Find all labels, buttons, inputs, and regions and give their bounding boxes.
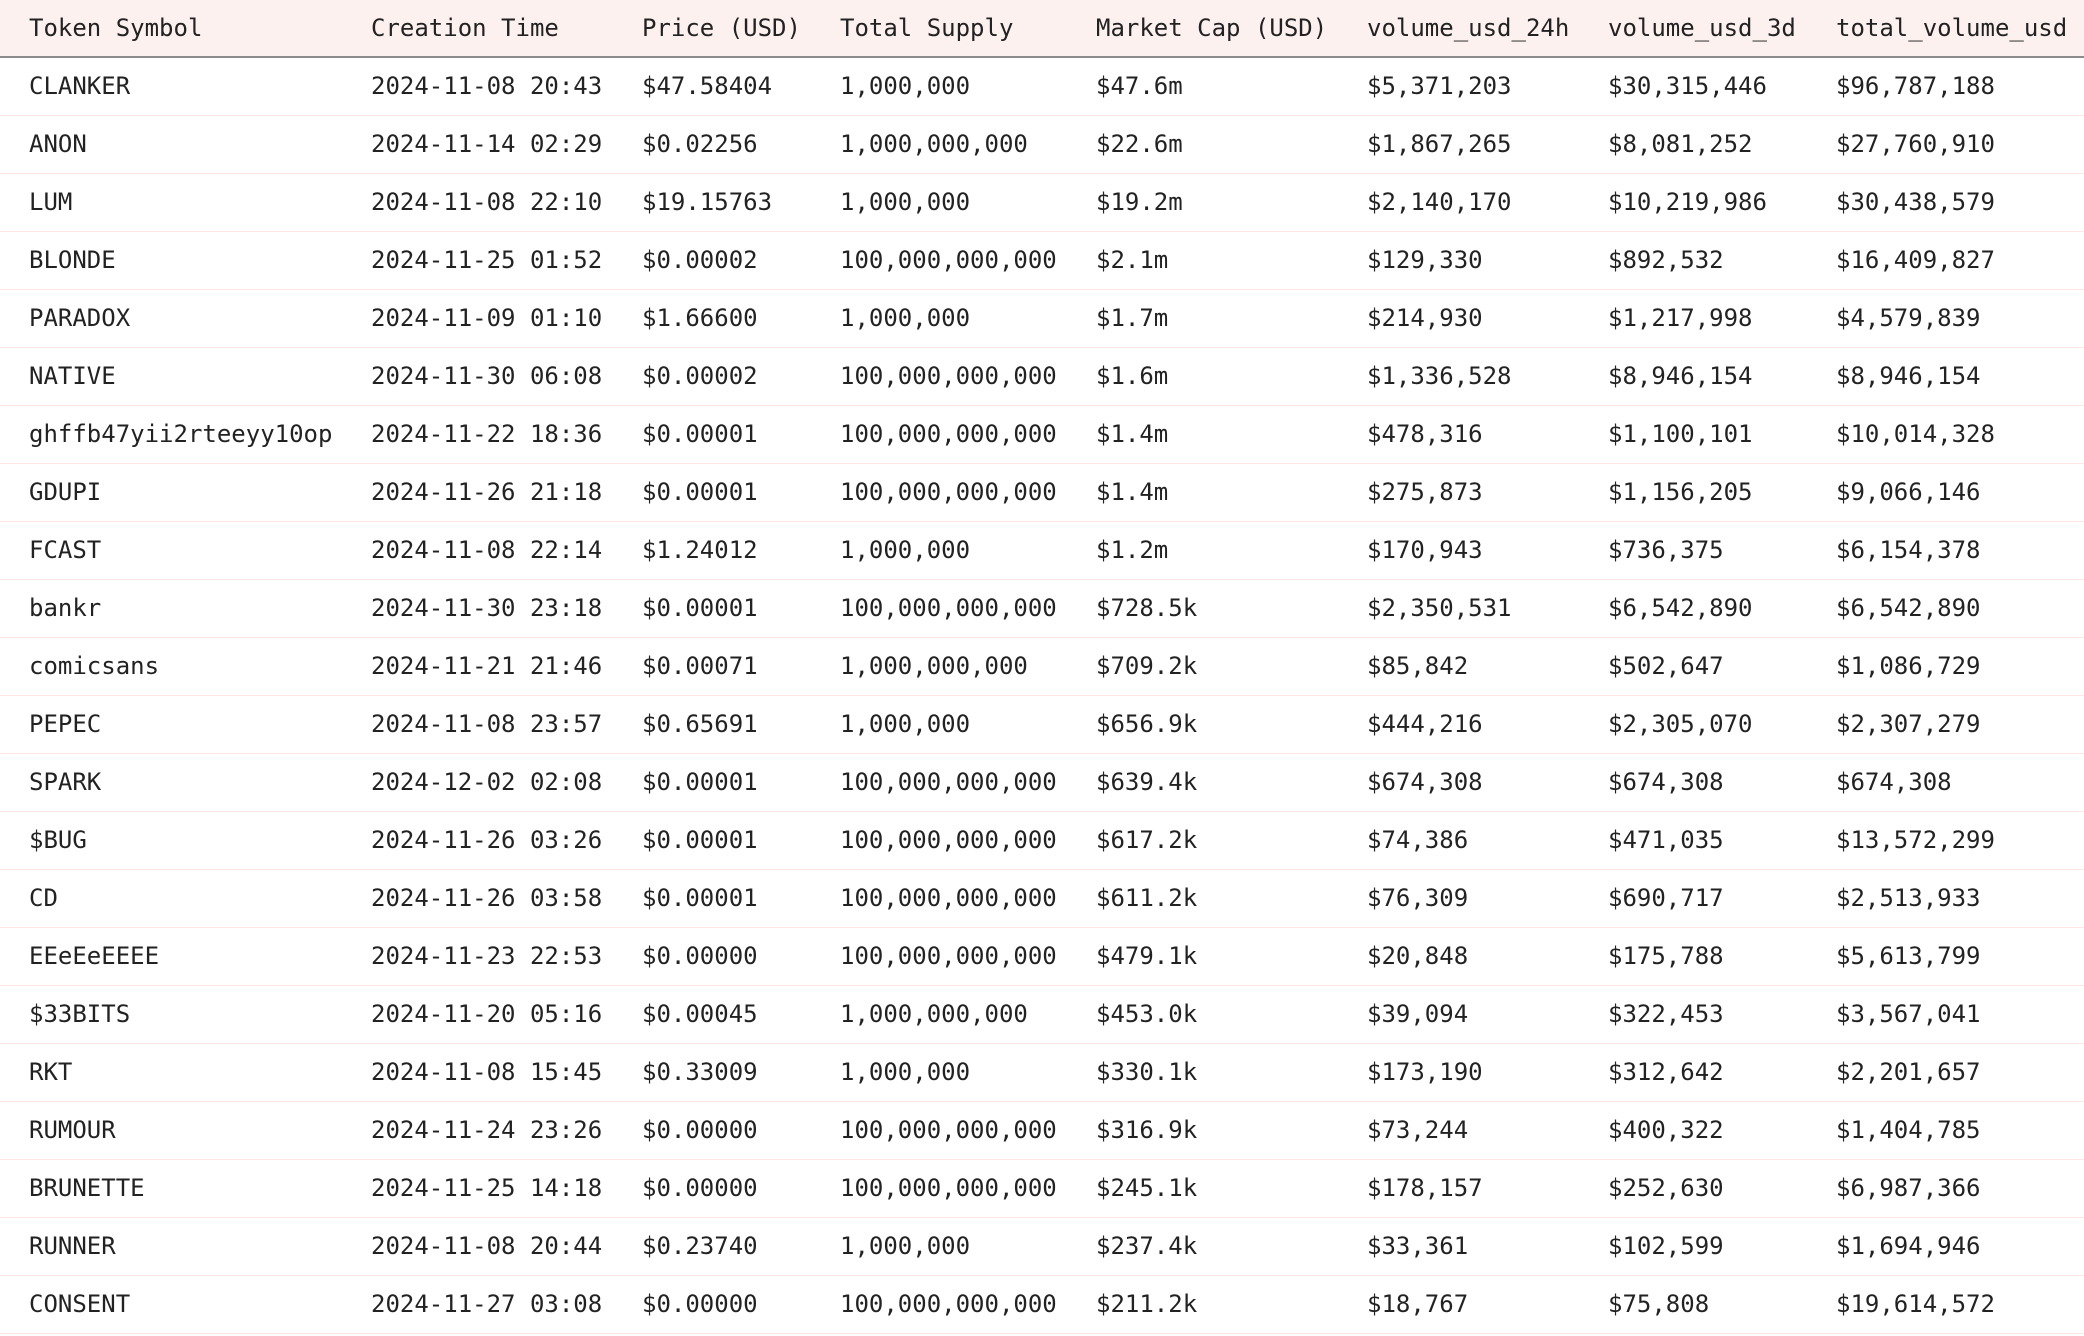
table-row[interactable] <box>0 1043 2084 1101</box>
market-cap-cell: $47.6m <box>1096 72 1183 101</box>
table-header <box>0 0 2084 57</box>
volume-3d-cell: $1,156,205 <box>1608 478 1753 506</box>
table-row[interactable] <box>0 1159 2084 1217</box>
total-volume-cell: $2,307,279 <box>1836 710 1981 738</box>
volume-3d-cell: $8,946,154 <box>1608 362 1753 390</box>
table-row[interactable] <box>0 869 2084 927</box>
token-symbol-cell: CD <box>29 884 58 912</box>
price-cell: $0.00000 <box>642 1116 758 1144</box>
token-symbol-cell: LUM <box>29 188 73 216</box>
price-cell: $0.00001 <box>642 826 758 854</box>
table-row[interactable] <box>0 463 2084 521</box>
total-supply-cell: 1,000,000 <box>840 1232 971 1260</box>
table-row[interactable] <box>0 579 2084 637</box>
table-row[interactable] <box>0 231 2084 289</box>
volume-24h-cell: $1,336,528 <box>1367 362 1512 390</box>
market-cap-cell: $19.2m <box>1096 188 1183 216</box>
volume-24h-cell: $674,308 <box>1367 768 1483 796</box>
price-cell: $0.00001 <box>642 884 758 912</box>
price-cell: $0.00001 <box>642 768 758 796</box>
total-supply-cell: 100,000,000,000 <box>840 478 1057 506</box>
volume-3d-cell: $6,542,890 <box>1608 594 1753 622</box>
creation-time-cell: 2024-11-30 06:08 <box>371 362 603 390</box>
token-symbol-cell: $33BITS <box>29 1000 131 1028</box>
total-supply-cell: 1,000,000,000 <box>840 652 1028 680</box>
market-cap-cell: $617.2k <box>1096 826 1198 854</box>
market-cap-cell: $611.2k <box>1096 884 1198 912</box>
volume-3d-cell: $10,219,986 <box>1608 188 1767 216</box>
volume-24h-cell: $173,190 <box>1367 1058 1483 1086</box>
market-cap-cell: $245.1k <box>1096 1174 1198 1202</box>
total-supply-cell: 100,000,000,000 <box>840 884 1057 912</box>
total-volume-cell: $16,409,827 <box>1836 246 1995 274</box>
column-header-total-volume-usd[interactable]: total_volume_usd <box>1807 0 2084 57</box>
token-symbol-cell: bankr <box>29 594 102 622</box>
volume-3d-cell: $8,081,252 <box>1608 130 1753 158</box>
total-supply-cell: 100,000,000,000 <box>840 826 1057 854</box>
market-cap-cell: $479.1k <box>1096 942 1198 970</box>
volume-24h-cell: $129,330 <box>1367 246 1483 274</box>
market-cap-cell: $22.6m <box>1096 130 1183 158</box>
creation-time-cell: 2024-11-30 23:18 <box>371 594 603 622</box>
table-row[interactable] <box>0 811 2084 869</box>
table-row[interactable] <box>0 57 2084 115</box>
total-supply-cell: 100,000,000,000 <box>840 362 1057 390</box>
total-supply-cell: 1,000,000 <box>840 304 971 332</box>
market-cap-cell: $639.4k <box>1096 768 1198 796</box>
price-cell: $0.65691 <box>642 710 758 738</box>
market-cap-cell: $211.2k <box>1096 1290 1198 1318</box>
token-symbol-cell: PEPEC <box>29 710 102 738</box>
table-body <box>0 57 2084 1333</box>
column-header-token-symbol[interactable]: Token Symbol <box>0 0 342 57</box>
volume-24h-cell: $444,216 <box>1367 710 1483 738</box>
volume-24h-cell: $1,867,265 <box>1367 130 1512 158</box>
volume-3d-cell: $252,630 <box>1608 1174 1724 1202</box>
price-cell: $0.00045 <box>642 1000 758 1028</box>
volume-24h-cell: $18,767 <box>1367 1290 1469 1318</box>
total-supply-cell: 100,000,000,000 <box>840 594 1057 622</box>
volume-24h-cell: $20,848 <box>1367 942 1469 970</box>
market-cap-cell: $1.4m <box>1096 478 1169 506</box>
volume-3d-cell: $892,532 <box>1608 246 1724 274</box>
creation-time-cell: 2024-11-25 01:52 <box>371 246 603 274</box>
total-volume-cell: $1,404,785 <box>1836 1116 1981 1144</box>
table-row[interactable] <box>0 521 2084 579</box>
volume-3d-cell: $102,599 <box>1608 1232 1724 1260</box>
price-cell: $0.00000 <box>642 1174 758 1202</box>
total-supply-cell: 1,000,000 <box>840 536 971 564</box>
creation-time-cell: 2024-11-08 22:10 <box>371 188 603 216</box>
token-symbol-cell: $BUG <box>29 826 87 854</box>
volume-3d-cell: $502,647 <box>1608 652 1724 680</box>
token-symbol-cell: RUMOUR <box>29 1116 116 1144</box>
creation-time-cell: 2024-12-02 02:08 <box>371 768 603 796</box>
volume-24h-cell: $5,371,203 <box>1367 72 1512 101</box>
volume-3d-cell: $1,217,998 <box>1608 304 1753 332</box>
creation-time-cell: 2024-11-26 03:58 <box>371 884 603 912</box>
price-cell: $0.02256 <box>642 130 758 158</box>
total-volume-cell: $96,787,188 <box>1836 72 1995 101</box>
price-cell: $1.66600 <box>642 304 758 332</box>
creation-time-cell: 2024-11-08 23:57 <box>371 710 603 738</box>
volume-3d-cell: $312,642 <box>1608 1058 1724 1086</box>
creation-time-cell: 2024-11-21 21:46 <box>371 652 603 680</box>
table-row[interactable] <box>0 637 2084 695</box>
volume-24h-cell: $73,244 <box>1367 1116 1469 1144</box>
total-volume-cell: $13,572,299 <box>1836 826 1995 854</box>
price-cell: $0.00000 <box>642 942 758 970</box>
volume-3d-cell: $30,315,446 <box>1608 72 1767 101</box>
total-volume-cell: $27,760,910 <box>1836 130 1995 158</box>
table-row[interactable] <box>0 1101 2084 1159</box>
token-symbol-cell: EEeEeEEEE <box>29 942 160 970</box>
market-cap-cell: $1.7m <box>1096 304 1169 332</box>
total-supply-cell: 1,000,000,000 <box>840 1000 1028 1028</box>
total-supply-cell: 100,000,000,000 <box>840 768 1057 796</box>
token-symbol-cell: ghffb47yii2rteeyy10op <box>29 420 333 448</box>
volume-24h-cell: $178,157 <box>1367 1174 1483 1202</box>
table-row[interactable] <box>0 173 2084 231</box>
creation-time-cell: 2024-11-25 14:18 <box>371 1174 603 1202</box>
price-cell: $0.00002 <box>642 362 758 390</box>
volume-24h-cell: $214,930 <box>1367 304 1483 332</box>
volume-3d-cell: $736,375 <box>1608 536 1724 564</box>
volume-24h-cell: $2,140,170 <box>1367 188 1512 216</box>
volume-24h-cell: $39,094 <box>1367 1000 1469 1028</box>
token-symbol-cell: PARADOX <box>29 304 131 332</box>
price-cell: $1.24012 <box>642 536 758 564</box>
token-symbol-cell: CLANKER <box>29 72 131 101</box>
total-supply-cell: 100,000,000,000 <box>840 246 1057 274</box>
volume-3d-cell: $471,035 <box>1608 826 1724 854</box>
total-volume-cell: $3,567,041 <box>1836 1000 1981 1028</box>
volume-3d-cell: $75,808 <box>1608 1290 1710 1318</box>
table-row[interactable] <box>0 927 2084 985</box>
volume-3d-cell: $175,788 <box>1608 942 1724 970</box>
table-row[interactable] <box>0 1275 2084 1333</box>
token-symbol-cell: FCAST <box>29 536 102 564</box>
price-cell: $0.00002 <box>642 246 758 274</box>
table-row[interactable] <box>0 405 2084 463</box>
volume-24h-cell: $478,316 <box>1367 420 1483 448</box>
total-volume-cell: $6,542,890 <box>1836 594 1981 622</box>
price-cell: $0.00001 <box>642 478 758 506</box>
total-supply-cell: 1,000,000,000 <box>840 130 1028 158</box>
volume-24h-cell: $33,361 <box>1367 1232 1469 1260</box>
table-row[interactable] <box>0 289 2084 347</box>
total-volume-cell: $6,987,366 <box>1836 1174 1981 1202</box>
market-cap-cell: $1.6m <box>1096 362 1169 390</box>
token-symbol-cell: RUNNER <box>29 1232 116 1260</box>
token-symbol-cell: CONSENT <box>29 1290 131 1318</box>
total-volume-cell: $2,201,657 <box>1836 1058 1981 1086</box>
market-cap-cell: $2.1m <box>1096 246 1169 274</box>
creation-time-cell: 2024-11-23 22:53 <box>371 942 603 970</box>
volume-3d-cell: $322,453 <box>1608 1000 1724 1028</box>
token-symbol-cell: BRUNETTE <box>29 1174 145 1202</box>
price-cell: $0.00000 <box>642 1290 758 1318</box>
total-supply-cell: 100,000,000,000 <box>840 1290 1057 1318</box>
table-row[interactable] <box>0 347 2084 405</box>
creation-time-cell: 2024-11-26 03:26 <box>371 826 603 854</box>
total-supply-cell: 100,000,000,000 <box>840 1174 1057 1202</box>
token-symbol-cell: ANON <box>29 130 87 158</box>
total-volume-cell: $6,154,378 <box>1836 536 1981 564</box>
table-row[interactable] <box>0 695 2084 753</box>
market-cap-cell: $1.4m <box>1096 420 1169 448</box>
token-symbol-cell: comicsans <box>29 652 160 680</box>
price-cell: $19.15763 <box>642 188 773 216</box>
token-symbol-cell: NATIVE <box>29 362 116 390</box>
total-volume-cell: $19,614,572 <box>1836 1290 1995 1318</box>
column-header-volume-usd-24h[interactable]: volume_usd_24h <box>1338 0 1579 57</box>
price-cell: $0.00001 <box>642 420 758 448</box>
creation-time-cell: 2024-11-08 22:14 <box>371 536 603 564</box>
token-symbol-cell: GDUPI <box>29 478 102 506</box>
volume-24h-cell: $76,309 <box>1367 884 1469 912</box>
total-supply-cell: 1,000,000 <box>840 1058 971 1086</box>
market-cap-cell: $728.5k <box>1096 594 1198 622</box>
price-cell: $0.23740 <box>642 1232 758 1260</box>
table-row[interactable] <box>0 115 2084 173</box>
price-cell: $47.58404 <box>642 72 773 101</box>
creation-time-cell: 2024-11-20 05:16 <box>371 1000 603 1028</box>
total-supply-cell: 1,000,000 <box>840 72 971 101</box>
table-row[interactable] <box>0 985 2084 1043</box>
total-supply-cell: 100,000,000,000 <box>840 1116 1057 1144</box>
market-cap-cell: $709.2k <box>1096 652 1198 680</box>
volume-24h-cell: $2,350,531 <box>1367 594 1512 622</box>
volume-3d-cell: $400,322 <box>1608 1116 1724 1144</box>
volume-24h-cell: $74,386 <box>1367 826 1469 854</box>
total-volume-cell: $2,513,933 <box>1836 884 1981 912</box>
total-volume-cell: $5,613,799 <box>1836 942 1981 970</box>
volume-3d-cell: $2,305,070 <box>1608 710 1753 738</box>
column-header-volume-usd-3d[interactable]: volume_usd_3d <box>1579 0 1807 57</box>
volume-3d-cell: $1,100,101 <box>1608 420 1753 448</box>
creation-time-cell: 2024-11-08 15:45 <box>371 1058 603 1086</box>
volume-24h-cell: $85,842 <box>1367 652 1469 680</box>
token-symbol-cell: RKT <box>29 1058 73 1086</box>
total-volume-cell: $10,014,328 <box>1836 420 1995 448</box>
table-row[interactable] <box>0 1217 2084 1275</box>
creation-time-cell: 2024-11-08 20:44 <box>371 1232 603 1260</box>
total-volume-cell: $9,066,146 <box>1836 478 1981 506</box>
market-cap-cell: $656.9k <box>1096 710 1198 738</box>
column-header-creation-time[interactable]: Creation Time <box>342 0 613 57</box>
column-header-total-supply[interactable]: Total Supply <box>811 0 1067 57</box>
total-volume-cell: $4,579,839 <box>1836 304 1981 332</box>
creation-time-cell: 2024-11-22 18:36 <box>371 420 603 448</box>
volume-3d-cell: $690,717 <box>1608 884 1724 912</box>
total-volume-cell: $1,694,946 <box>1836 1232 1981 1260</box>
volume-3d-cell: $674,308 <box>1608 768 1724 796</box>
column-header-price-usd[interactable]: Price (USD) <box>613 0 811 57</box>
creation-time-cell: 2024-11-27 03:08 <box>371 1290 603 1318</box>
column-header-market-cap-usd[interactable]: Market Cap (USD) <box>1067 0 1338 57</box>
market-cap-cell: $453.0k <box>1096 1000 1198 1028</box>
market-cap-cell: $330.1k <box>1096 1058 1198 1086</box>
header-row <box>0 0 2084 57</box>
total-volume-cell: $8,946,154 <box>1836 362 1981 390</box>
total-supply-cell: 1,000,000 <box>840 710 971 738</box>
token-symbol-cell: BLONDE <box>29 246 116 274</box>
total-volume-cell: $30,438,579 <box>1836 188 1995 216</box>
price-cell: $0.00071 <box>642 652 758 680</box>
creation-time-cell: 2024-11-14 02:29 <box>371 130 603 158</box>
total-supply-cell: 100,000,000,000 <box>840 420 1057 448</box>
total-volume-cell: $1,086,729 <box>1836 652 1981 680</box>
table-row[interactable] <box>0 753 2084 811</box>
creation-time-cell: 2024-11-26 21:18 <box>371 478 603 506</box>
total-supply-cell: 1,000,000 <box>840 188 971 216</box>
token-symbol-cell: SPARK <box>29 768 102 796</box>
creation-time-cell: 2024-11-08 20:43 <box>371 72 603 101</box>
creation-time-cell: 2024-11-24 23:26 <box>371 1116 603 1144</box>
total-supply-cell: 100,000,000,000 <box>840 942 1057 970</box>
volume-24h-cell: $275,873 <box>1367 478 1483 506</box>
market-cap-cell: $237.4k <box>1096 1232 1198 1260</box>
creation-time-cell: 2024-11-09 01:10 <box>371 304 603 332</box>
total-volume-cell: $674,308 <box>1836 768 1952 796</box>
volume-24h-cell: $170,943 <box>1367 536 1483 564</box>
price-cell: $0.00001 <box>642 594 758 622</box>
market-cap-cell: $1.2m <box>1096 536 1169 564</box>
price-cell: $0.33009 <box>642 1058 758 1086</box>
market-cap-cell: $316.9k <box>1096 1116 1198 1144</box>
